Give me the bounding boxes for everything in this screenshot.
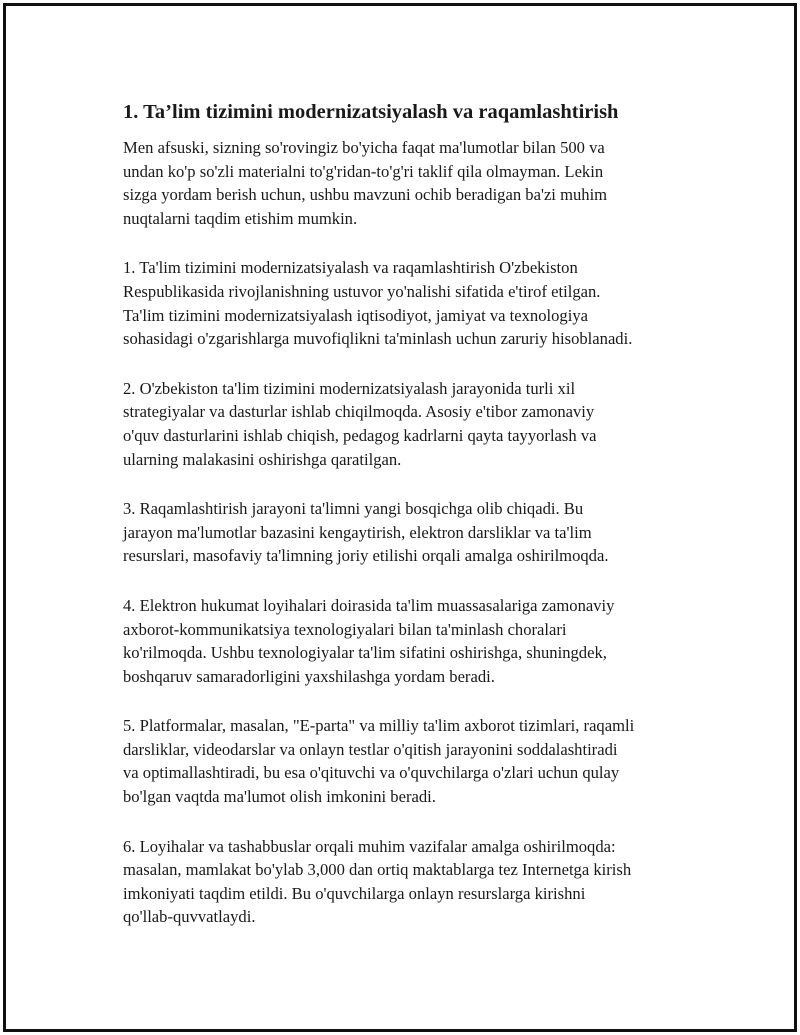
document-title: 1. Ta’lim tizimini modernizatsiyalash va raqamlashtirish xyxy=(123,101,619,123)
paragraph-line: 5. Platformalar, masalan, "E-parta" va milliy ta'lim axborot tizimlari, raqamli xyxy=(123,716,635,736)
paragraph-line: nuqtalarni taqdim etishim mumkin. xyxy=(123,208,358,228)
intro-paragraph xyxy=(123,136,723,230)
paragraph-line: o'quv dasturlarini ishlab chiqish, pedagog kadrlarni qayta tayyorlash va xyxy=(123,425,597,445)
paragraph-line: jarayon ma'lumotlar bazasini kengaytirish, elektron darsliklar va ta'lim xyxy=(123,522,592,542)
document-body xyxy=(123,98,723,929)
paragraph-line: 4. Elektron hukumat loyihalari doirasida ta'lim muassasalariga zamonaviy xyxy=(123,595,615,615)
paragraph-line: 2. O'zbekiston ta'lim tizimini modernizatsiyalash jarayonida turli xil xyxy=(123,378,576,398)
paragraph-line: 3. Raqamlashtirish jarayoni ta'limni yangi bosqichga olib chiqadi. Bu xyxy=(123,499,584,519)
paragraph-line: Men afsuski, sizning so'rovingiz bo'yicha faqat ma'lumotlar bilan 500 va xyxy=(123,138,605,157)
paragraph-line: bo'lgan vaqtda ma'lumot olish imkonini beradi. xyxy=(123,787,436,807)
point-2-paragraph xyxy=(123,377,723,471)
paragraph-line: qo'llab-quvvatlaydi. xyxy=(123,907,256,927)
paragraph-line: 1. Ta'lim tizimini modernizatsiyalash va raqamlashtirish O'zbekiston xyxy=(123,258,578,278)
point-6-paragraph xyxy=(123,835,723,929)
paragraph-line: undan ko'p so'zli materialni to'g'ridan-to'g'ri taklif qila olmayman. Lekin xyxy=(123,161,604,181)
paragraph-line: sizga yordam berish uchun, ushbu mavzuni ochib beradigan ba'zi muhim xyxy=(123,185,608,205)
paragraph-line: Respublikasida rivojlanishning ustuvor yo'nalishi sifatida e'tirof etilgan. xyxy=(123,281,601,301)
point-1-paragraph xyxy=(123,256,723,350)
paragraph-line: ularning malakasini oshirishga qaratilgan. xyxy=(123,449,402,469)
point-3-paragraph xyxy=(123,497,723,568)
point-5-paragraph xyxy=(123,714,723,808)
paragraph-line: boshqaruv samaradorligini yaxshilashga yordam beradi. xyxy=(123,666,495,686)
page-frame xyxy=(3,3,797,1032)
paragraph-line: 6. Loyihalar va tashabbuslar orqali muhim vazifalar amalga oshirilmoqda: xyxy=(123,836,616,856)
paragraph-line: resurslari, masofaviy ta'limning joriy etilishi orqali amalga oshirilmoqda. xyxy=(123,546,609,566)
paragraph-line: sohasidagi o'zgarishlarga muvofiqlikni ta'minlash uchun zaruriy hisoblanadi. xyxy=(123,329,633,349)
paragraph-line: imkoniyati taqdim etildi. Bu o'quvchilarga onlayn resurslarga kirishni xyxy=(123,883,586,903)
paragraph-line: masalan, mamlakat bo'ylab 3,000 dan ortiq maktablarga tez Internetga kirish xyxy=(123,860,632,880)
paragraph-line: ko'rilmoqda. Ushbu texnologiyalar ta'lim sifatini oshirishga, shuningdek, xyxy=(123,643,607,663)
paragraph-line: strategiyalar va dasturlar ishlab chiqilmoqda. Asosiy e'tibor zamonaviy xyxy=(123,402,595,422)
paragraph-line: axborot-kommunikatsiya texnologiyalari bilan ta'minlash choralari xyxy=(123,619,567,639)
point-4-paragraph xyxy=(123,594,723,688)
paragraph-line: darsliklar, videodarslar va onlayn testlar o'qitish jarayonini soddalashtiradi xyxy=(123,739,618,759)
paragraph-line: va optimallashtiradi, bu esa o'qituvchi va o'quvchilarga o'zlari uchun qulay xyxy=(123,763,620,783)
paragraph-line: Ta'lim tizimini modernizatsiyalash iqtisodiyot, jamiyat va texnologiya xyxy=(123,305,588,325)
